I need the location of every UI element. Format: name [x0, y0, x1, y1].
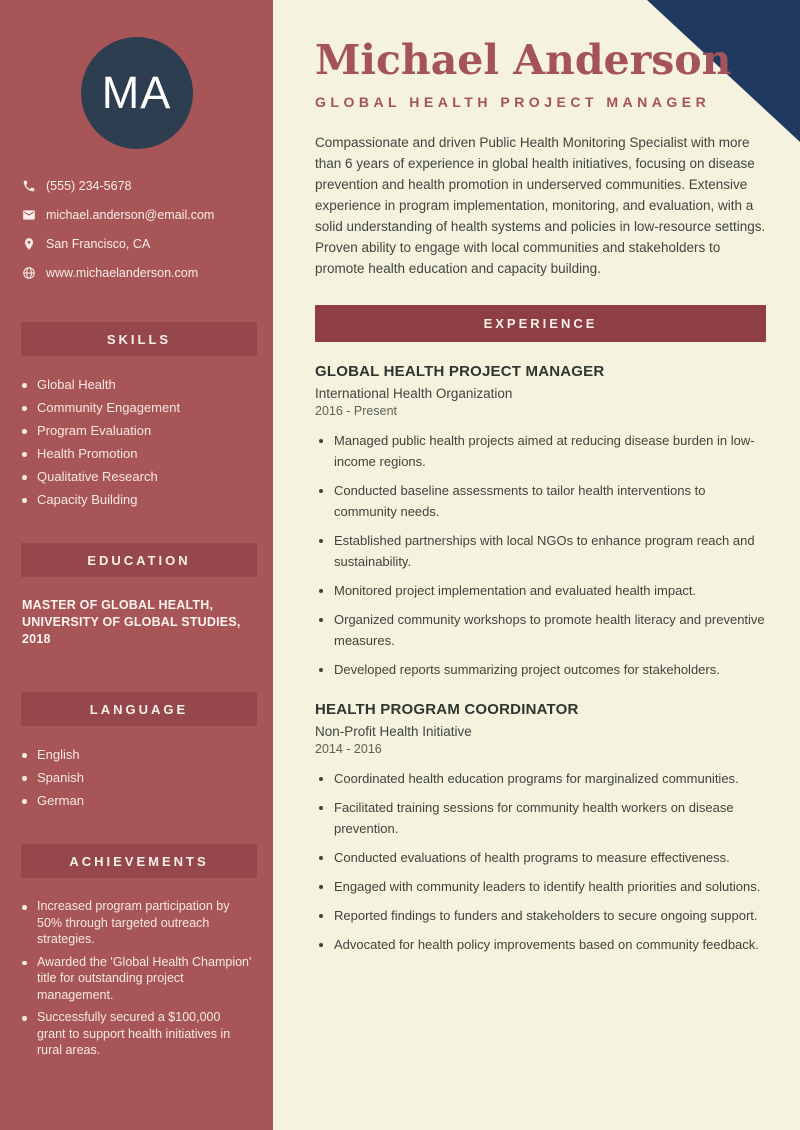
achievement-item: Increased program participation by 50% through targeted outreach strategies. — [22, 898, 252, 948]
email-icon — [22, 208, 36, 222]
phone-text: (555) 234-5678 — [46, 179, 132, 193]
skills-title: SKILLS — [106, 331, 172, 347]
education-line: UNIVERSITY OF GLOBAL STUDIES, 2018 — [22, 615, 241, 646]
achievement-item: Successfully secured a $100,000 grant to support health initiatives in rural areas. — [22, 1009, 252, 1059]
job-company: International Health Organization — [315, 386, 513, 401]
job-bullet: • Reported findings to funders and stakeholders to secure ongoing support. — [334, 905, 766, 926]
job-bullet: • Engaged with community leaders to identify health priorities and solutions. — [334, 876, 766, 897]
job-bullet: • Advocated for health policy improvements based on community feedback. — [334, 934, 766, 955]
language-section-header — [21, 692, 257, 726]
education-section-header — [21, 543, 257, 577]
contact-row-phone — [0, 177, 273, 195]
job-entry — [315, 701, 766, 955]
candidate-title: GLOBAL HEALTH PROJECT MANAGER — [315, 94, 711, 110]
job-entry — [315, 363, 766, 680]
job-bullet: • Conducted evaluations of health programs to measure effectiveness. — [334, 847, 766, 868]
job-bullet: • Established partnerships with local NGOs to enhance program reach and sustainability. — [334, 530, 766, 572]
website-text: www.michaelanderson.com — [46, 266, 199, 280]
job-company: Non-Profit Health Initiative — [315, 724, 472, 739]
job-dates: 2016 - Present — [315, 404, 397, 418]
language-item: German — [22, 789, 273, 812]
skill-item: Program Evaluation — [22, 419, 273, 442]
email-text: michael.anderson@email.com — [46, 208, 215, 222]
job-dates: 2014 - 2016 — [315, 742, 382, 756]
job-title: HEALTH PROGRAM COORDINATOR — [315, 701, 579, 718]
avatar-initials: MA — [101, 67, 172, 118]
skill-item: Health Promotion — [22, 442, 273, 465]
language-list — [0, 743, 273, 812]
experience-section-header — [315, 305, 766, 342]
profile-summary: Compassionate and driven Public Health Monitoring Specialist with more than 6 years of experience in global health initiatives, focusing on disease prevention and health promotion in underserved communities. Extensive experience in program implementation, monitoring, and evaluation, with a solid understanding of health systems and policies in low-resource settings. Proven ability to engage with local communities and stakeholders to promote health education and capacity building. — [315, 135, 766, 276]
job-bullet: • Coordinated health education programs for marginalized communities. — [334, 768, 766, 789]
job-bullet-list — [315, 768, 766, 955]
location-pin-icon — [22, 237, 36, 251]
skill-item: Global Health — [22, 373, 273, 396]
experience-title: EXPERIENCE — [483, 316, 598, 331]
main-column — [273, 0, 800, 1130]
skills-list — [0, 373, 273, 511]
skill-item: Community Engagement — [22, 396, 273, 419]
phone-icon — [22, 179, 36, 193]
skill-item: Qualitative Research — [22, 465, 273, 488]
job-title: GLOBAL HEALTH PROJECT MANAGER — [315, 363, 605, 380]
job-bullet-list — [315, 430, 766, 680]
job-bullet: • Monitored project implementation and evaluated health impact. — [334, 580, 766, 601]
jobs-container — [315, 363, 766, 955]
contact-row-website — [0, 264, 273, 282]
contact-row-email — [0, 206, 273, 224]
language-item: English — [22, 743, 273, 766]
job-bullet: • Organized community workshops to promote health literacy and preventive measures. — [334, 609, 766, 651]
education-title: EDUCATION — [87, 552, 191, 568]
language-title: LANGUAGE — [89, 701, 189, 717]
job-bullet: • Developed reports summarizing project outcomes for stakeholders. — [334, 659, 766, 680]
globe-icon — [22, 266, 36, 280]
job-bullet: • Facilitated training sessions for community health workers on disease prevention. — [334, 797, 766, 839]
job-bullet: • Conducted baseline assessments to tailor health interventions to community needs. — [334, 480, 766, 522]
skill-item: Capacity Building — [22, 488, 273, 511]
achievements-list — [0, 898, 273, 1059]
education-line: MASTER OF GLOBAL HEALTH, — [22, 598, 214, 612]
achievements-section-header — [21, 844, 257, 878]
achievement-item: Awarded the 'Global Health Champion' title for outstanding project management. — [22, 954, 252, 1004]
avatar — [81, 37, 193, 149]
location-text: San Francisco, CA — [46, 237, 151, 251]
candidate-name: Michael Anderson — [315, 36, 732, 84]
contact-row-location — [0, 235, 273, 253]
education-details — [22, 597, 257, 648]
sidebar — [0, 0, 273, 1130]
achievements-title: ACHIEVEMENTS — [69, 853, 209, 869]
language-item: Spanish — [22, 766, 273, 789]
skills-section-header — [21, 322, 257, 356]
job-bullet: • Managed public health projects aimed at reducing disease burden in low-income regions. — [334, 430, 766, 472]
contact-section — [0, 177, 273, 282]
